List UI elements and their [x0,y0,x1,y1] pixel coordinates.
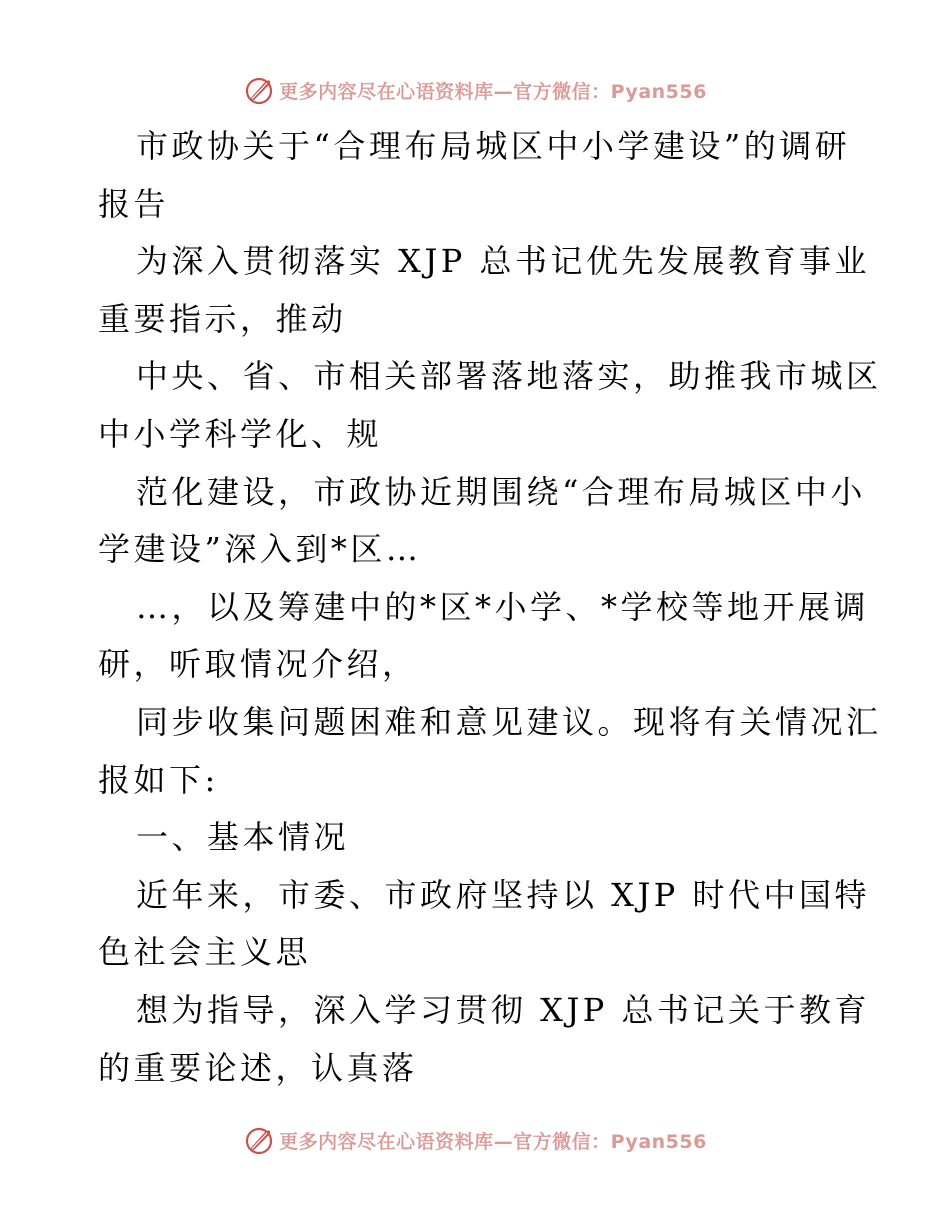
text-line: 想为指导，深入学习贯彻 XJP 总书记关于教育 [136,990,870,1029]
feather-pen-logo-icon [243,74,275,106]
text-line: …，以及筹建中的*区*小学、*学校等地开展调 [136,587,870,626]
watermark-text: 更多内容尽在心语资料库—官方微信：Pyan556 [279,80,707,103]
watermark-text: 更多内容尽在心语资料库—官方微信：Pyan556 [279,1130,707,1153]
text-line: 报告 [98,184,170,223]
text-line: 范化建设，市政协近期围绕“合理布局城区中小 [136,472,866,511]
text-line: 中央、省、市相关部署落地落实，助推我市城区 [136,357,882,396]
document-body [98,118,882,1097]
text-line: 研，听取情况介绍， [98,645,418,684]
text-line: 为深入贯彻落实 XJP 总书记优先发展教育事业 [136,242,870,281]
feather-pen-logo-icon [243,1124,275,1156]
text-line: 报如下: [98,760,219,799]
text-line: 中小学科学化、规 [98,414,383,453]
header-watermark [0,70,950,110]
text-line: 一、基本情况 [136,818,350,857]
text-line: 重要指示，推动 [98,299,347,338]
text-line: 学建设”深入到*区… [98,530,422,569]
text-line: 色社会主义思 [98,933,312,972]
footer-watermark [0,1120,950,1160]
text-line: 近年来，市委、市政府坚持以 XJP 时代中国特 [136,875,870,914]
text-line: 的重要论述，认真落 [98,1048,418,1087]
text-line: 市政协关于“合理布局城区中小学建设”的调研 [136,127,851,165]
text-line: 同步收集问题困难和意见建议。现将有关情况汇 [136,702,882,741]
